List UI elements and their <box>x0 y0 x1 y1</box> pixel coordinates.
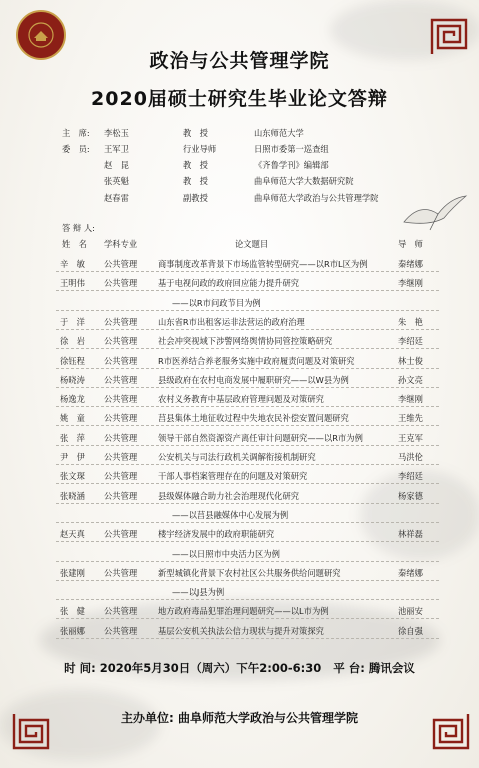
student-major: 公共管理 <box>104 625 138 636</box>
committee-title: 副教授 <box>183 193 208 203</box>
row-divider <box>56 310 439 311</box>
student-topic: 县级政府在农村电商发展中履职研究——以W县为例 <box>158 374 349 385</box>
committee-name: 赵春雷 <box>104 193 129 203</box>
host-label: 主办单位: <box>120 711 174 725</box>
student-major: 公共管理 <box>104 452 138 462</box>
committee-name: 赵 昆 <box>104 160 129 170</box>
row-divider <box>56 599 439 600</box>
row-divider <box>56 368 439 369</box>
student-advisor: 王克军 <box>398 432 423 443</box>
committee-role: 委 员: <box>62 144 90 154</box>
student-advisor: 李继刚 <box>398 278 423 289</box>
committee-title: 教 授 <box>183 176 208 186</box>
committee-title: 教 授 <box>183 128 208 138</box>
row-divider <box>56 387 439 388</box>
student-topic: 领导干部自然资源资产离任审计问题研究——以R市为例 <box>158 432 363 443</box>
row-divider <box>56 522 439 523</box>
student-major: 公共管理 <box>104 606 138 617</box>
committee-name: 李松玉 <box>104 128 129 138</box>
committee-org: 曲阜师范大学政治与公共管理学院 <box>254 193 379 203</box>
committee-org: 日照市委第一巡查组 <box>254 144 329 154</box>
student-advisor: 李继刚 <box>398 394 423 405</box>
student-topic: 基于电视问政的政府回应能力提升研究 <box>158 278 300 289</box>
student-topic: 新型城镇化背景下农村社区公共服务供给问题研究 <box>158 567 341 578</box>
student-name: 张建刚 <box>60 567 85 578</box>
student-topic: 社会冲突视域下涉警网络舆情协同管控策略研究 <box>158 336 333 347</box>
student-advisor: 林士俊 <box>398 355 423 366</box>
student-advisor: 徐自强 <box>398 625 423 636</box>
student-advisor: 马洪伦 <box>398 452 423 462</box>
student-topic: 莒县集体土地征收过程中失地农民补偿安置问题研究 <box>158 413 349 424</box>
student-major: 公共管理 <box>104 567 138 578</box>
student-topic: ——以莒县融媒体中心发展为例 <box>172 509 289 520</box>
student-major: 公共管理 <box>104 432 138 443</box>
student-name: 杨逸龙 <box>60 394 85 405</box>
student-name: 张文琛 <box>60 471 85 482</box>
header-topic: 论文题目 <box>235 239 269 249</box>
schedule-line <box>0 660 479 676</box>
student-advisor: 王维先 <box>398 413 423 424</box>
student-topic: 商事制度改革背景下市场监管转型研究——以R市L区为例 <box>158 259 368 269</box>
student-advisor: 林祥磊 <box>398 529 423 540</box>
row-divider <box>56 329 439 330</box>
student-topic: 农村义务教育中基层政府管理问题及对策研究 <box>158 394 324 405</box>
student-name: 张丽娜 <box>60 625 85 636</box>
platform-label: 平 台: <box>333 661 365 675</box>
student-topic: 基层公安机关执法公信力现状与提升对策探究 <box>158 625 324 636</box>
student-topic: 地方政府毒品犯罪治理问题研究——以L市为例 <box>158 606 329 617</box>
student-major: 公共管理 <box>104 374 138 385</box>
committee-org: 《齐鲁学刊》编辑部 <box>254 160 329 170</box>
time-value: 2020年5月30日（周六）下午2:00-6:30 <box>99 661 322 675</box>
student-topic: 楼宇经济发展中的政府职能研究 <box>158 529 275 540</box>
row-divider <box>56 638 439 639</box>
time-label: 时 间: <box>64 661 96 675</box>
header-major: 学科专业 <box>104 239 138 249</box>
row-divider <box>56 561 439 562</box>
student-major: 公共管理 <box>104 413 138 424</box>
row-divider <box>56 290 439 291</box>
student-major: 公共管理 <box>104 259 138 269</box>
row-divider <box>56 348 439 349</box>
student-major: 公共管理 <box>104 490 138 501</box>
committee-title: 教 授 <box>183 160 208 170</box>
student-name: 张 萍 <box>60 432 85 443</box>
committee-org: 山东师范大学 <box>254 128 304 138</box>
student-topic: ——以日照市中央活力区为例 <box>172 548 280 559</box>
header-name: 姓 名 <box>62 239 87 249</box>
students-label: 答 辩 人: <box>62 223 95 233</box>
row-divider <box>56 464 439 465</box>
student-name: 姚 童 <box>60 413 85 424</box>
student-advisor: 秦绪娜 <box>398 259 423 269</box>
platform-value: 腾讯会议 <box>368 661 415 675</box>
student-topic: ——以R市问政节目为例 <box>172 297 261 308</box>
page-subtitle: 2020届硕士研究生毕业论文答辩 <box>91 88 388 110</box>
row-divider <box>56 580 439 581</box>
row-divider <box>56 483 439 484</box>
committee-name: 王军卫 <box>104 144 129 154</box>
committee-title: 行业导师 <box>183 144 217 154</box>
header-advisor: 导 师 <box>398 239 423 249</box>
student-advisor: 池丽安 <box>398 606 423 617</box>
row-divider <box>56 271 439 272</box>
student-advisor: 秦绪娜 <box>398 567 423 578</box>
host-value: 曲阜师范大学政治与公共管理学院 <box>177 711 358 725</box>
student-major: 公共管理 <box>104 394 138 405</box>
crane-icon <box>400 192 470 234</box>
student-topic: 县级媒体融合助力社会治理现代化研究 <box>158 490 300 501</box>
student-name: 尹 伊 <box>60 452 85 462</box>
row-divider <box>56 541 439 542</box>
student-advisor: 李绍廷 <box>398 336 423 347</box>
host-line <box>0 709 479 726</box>
page-title: 政治与公共管理学院 <box>149 50 330 72</box>
student-major: 公共管理 <box>104 355 138 366</box>
student-name: 徐钰程 <box>60 355 85 366</box>
student-name: 张 健 <box>60 606 85 617</box>
student-major: 公共管理 <box>104 316 138 327</box>
student-major: 公共管理 <box>104 336 138 347</box>
student-major: 公共管理 <box>104 278 138 289</box>
student-topic: ——以J县为例 <box>172 587 225 598</box>
row-divider <box>56 406 439 407</box>
student-topic: R市医养结合养老服务实施中政府履责问题及对策研究 <box>158 355 355 366</box>
row-divider <box>56 618 439 619</box>
student-topic: 干部人事档案管理存在的问题及对策研究 <box>158 471 308 482</box>
committee-role: 主 席: <box>62 128 90 138</box>
committee-org: 曲阜师范大学大数据研究院 <box>254 176 354 186</box>
row-divider <box>56 425 439 426</box>
student-name: 杨晓涛 <box>60 374 85 385</box>
student-name: 张晓涵 <box>60 490 85 501</box>
row-divider <box>56 503 439 504</box>
student-topic: 山东省R市出租客运非法营运的政府治理 <box>158 316 305 327</box>
student-name: 于 洋 <box>60 316 85 327</box>
row-divider <box>56 445 439 446</box>
committee-name: 张英魁 <box>104 176 129 186</box>
student-name: 赵天真 <box>60 529 85 540</box>
student-name: 王明伟 <box>60 278 85 289</box>
student-major: 公共管理 <box>104 529 138 540</box>
student-advisor: 李绍廷 <box>398 471 423 482</box>
student-name: 徐 岩 <box>60 336 85 347</box>
student-advisor: 朱 艳 <box>398 316 423 327</box>
student-advisor: 孙文亮 <box>398 374 423 385</box>
student-topic: 公安机关与司法行政机关调解衔接机制研究 <box>158 452 316 462</box>
student-advisor: 杨家德 <box>398 490 423 501</box>
student-name: 辛 敏 <box>60 259 85 269</box>
student-major: 公共管理 <box>104 471 138 482</box>
